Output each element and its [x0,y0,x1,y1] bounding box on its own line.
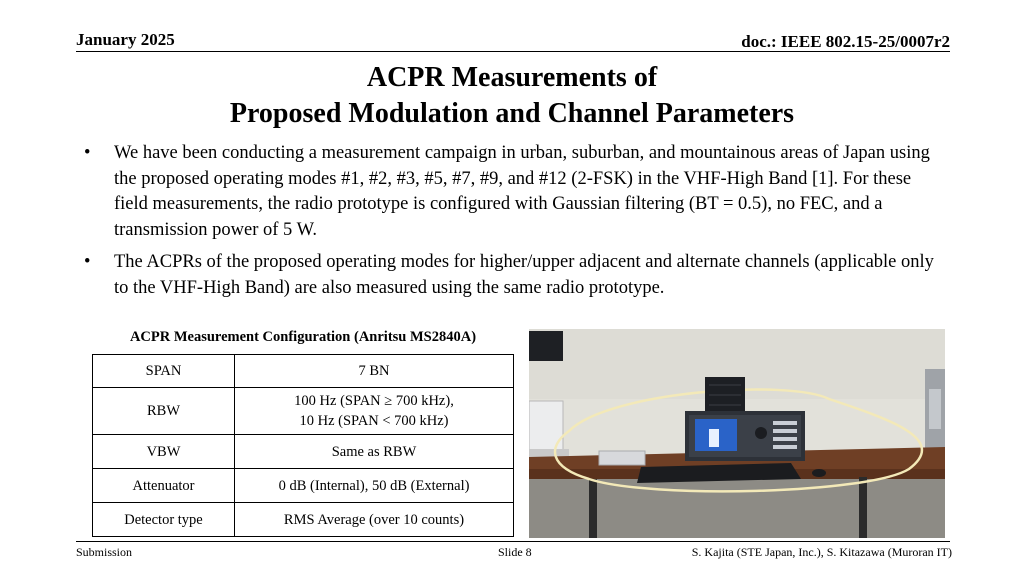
header-date: January 2025 [76,30,175,49]
bullet-text: We have been conducting a measurement campaign in urban, suburban, and mountainous areas of Japan using the proposed operating modes #1, #2, #3, #5, #7, #9, and #12 (2-FSK) in the VHF-High Band [1]. For these field measurements, the radio prototype is configured with Gaussian filtering (BT = 0.5), no FEC, and a transmission power of 5 W. [114,143,930,240]
table-row [93,469,514,503]
table-value [235,355,514,388]
desk-leg-icon [859,477,867,538]
table-value [235,503,514,537]
lab-setup-photo [529,329,945,538]
table-value-line: 10 Hz (SPAN < 700 kHz) [299,413,449,429]
bullet-marker: • [84,252,91,272]
laptop-base-icon [529,449,569,457]
header-doc-id: doc.: IEEE 802.15-25/0007r2 [741,32,950,51]
bullet-list [84,141,944,308]
title-line-1: ACPR Measurements of [366,62,658,93]
lab-setup-illustration [529,329,945,538]
table-value [235,435,514,469]
table-key: Attenuator [93,469,235,503]
footer-submission: Submission [76,545,133,559]
analyzer-buttons-icon [773,429,797,433]
table-row [93,388,514,435]
table-value [235,388,514,435]
mouse-icon [812,469,826,477]
table-key: Detector type [93,503,235,537]
table-row [93,355,514,388]
footer-slide-number: Slide 8 [498,545,532,559]
footer-divider [76,541,950,542]
table-key: VBW [93,435,235,469]
table-key: RBW [93,388,235,435]
slide-title [0,60,1024,132]
table-row [93,435,514,469]
table-key: SPAN [93,355,235,388]
table-value-line: 0 dB (Internal), 50 dB (External) [278,477,470,494]
title-line-2: Proposed Modulation and Channel Parameters [229,98,795,129]
table-value-line: 7 BN [358,363,390,379]
analyzer-knob-icon [755,427,767,439]
analyzer-buttons-icon [773,437,797,441]
table-value-line: Same as RBW [331,443,417,460]
header-divider [76,51,950,52]
bullet-text: The ACPRs of the proposed operating modes for higher/upper adjacent and alternate channels (applicable only to the VHF-High Band) are also measured using the same radio prototype. [114,252,934,298]
table-caption: ACPR Measurement Configuration (Anritsu MS2840A) [129,329,477,345]
radio-prototype-icon [599,451,645,465]
analyzer-buttons-icon [773,445,797,449]
monitor-icon [529,331,563,361]
cabinet-panel-icon [929,389,941,429]
table-value [235,469,514,503]
footer-authors: S. Kajita (STE Japan, Inc.), S. Kitazawa (Muroran IT) [691,545,952,559]
spectrum-trace-icon [709,429,719,447]
desk-leg-icon [589,479,597,538]
table-row [93,503,514,537]
config-table [92,354,514,537]
table-value-line: 100 Hz (SPAN ≥ 700 kHz), [294,393,454,409]
table-value-line: RMS Average (over 10 counts) [283,511,465,528]
bullet-item [84,250,944,301]
bullet-marker: • [84,143,91,163]
analyzer-buttons-icon [773,421,797,425]
bullet-item [84,141,944,243]
